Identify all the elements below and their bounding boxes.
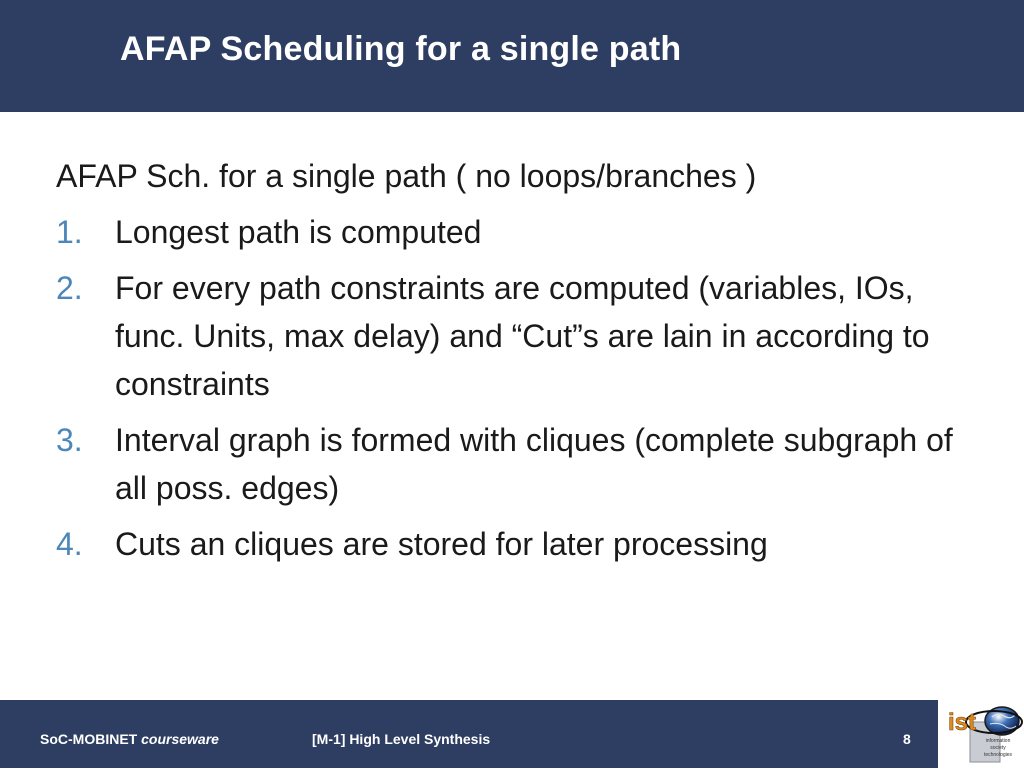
- logo-caption-1: information: [985, 738, 1011, 744]
- list-text: For every path constraints are computed (variables, IOs, func. Units, max delay) and “Cut”s are lain in according to constraints: [115, 270, 930, 402]
- title-bar: [0, 0, 1024, 112]
- logo-caption-2: society: [990, 745, 1006, 751]
- footer-bar: [0, 700, 938, 768]
- list-number: 2.: [56, 270, 83, 306]
- footer-brand: [40, 731, 219, 747]
- list-text: Cuts an cliques are stored for later processing: [115, 526, 768, 562]
- footer-course: [M-1] High Level Synthesis: [312, 731, 491, 747]
- intro-text: AFAP Sch. for a single path ( no loops/branches ): [56, 158, 757, 194]
- slide-body: [56, 152, 976, 576]
- list-item: [56, 264, 976, 408]
- logo-caption-3: technologies: [983, 752, 1013, 758]
- list-number: 4.: [56, 526, 83, 562]
- footer-brand-name: SoC-MOBINET: [40, 731, 138, 747]
- list-item: [56, 416, 976, 512]
- list-item: [56, 208, 976, 256]
- list-number: 3.: [56, 422, 83, 458]
- list-item: [56, 520, 976, 568]
- footer-brand-suffix: courseware: [141, 731, 219, 747]
- ist-logo: [940, 700, 1024, 768]
- list-text: Interval graph is formed with cliques (complete subgraph of all poss. edges): [115, 422, 953, 506]
- page-number: 8: [903, 731, 911, 747]
- logo-wordmark: ist: [948, 709, 977, 736]
- list-text: Longest path is computed: [115, 214, 482, 250]
- slide-title: AFAP Scheduling for a single path: [120, 30, 682, 68]
- list-number: 1.: [56, 214, 83, 250]
